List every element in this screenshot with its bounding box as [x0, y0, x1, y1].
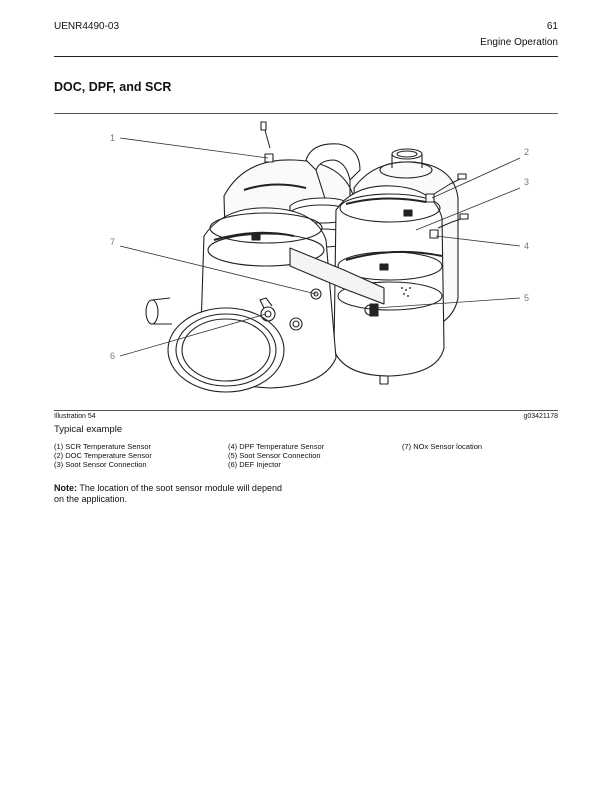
legend-column-3 — [402, 442, 482, 451]
legend-column-1 — [54, 442, 152, 469]
legend-item: (5) Soot Sensor Connection — [228, 451, 321, 460]
illustration-code: g03421178 — [523, 413, 558, 420]
header-divider — [54, 56, 558, 57]
callout-6: 6 — [110, 351, 116, 361]
page-number: 61 — [546, 21, 558, 32]
section-title: DOC, DPF, and SCR — [54, 80, 172, 94]
note-text: The location of the soot sensor module will depend on the application. — [54, 483, 282, 504]
legend-item: (7) NOx Sensor location — [402, 442, 483, 451]
illustration-caption: Typical example — [54, 424, 123, 435]
legend-item: (2) DOC Temperature Sensor — [54, 451, 152, 460]
callout-1: 1 — [110, 133, 116, 143]
callout-7: 7 — [110, 237, 116, 247]
legend-item: (3) Soot Sensor Connection — [54, 460, 147, 469]
section-divider — [54, 113, 558, 114]
legend-column-2 — [228, 442, 324, 469]
document-id: UENR4490-03 — [54, 21, 120, 32]
chapter-title: Engine Operation — [480, 37, 558, 48]
callout-3: 3 — [524, 177, 530, 187]
note-label: Note: — [54, 483, 77, 493]
illustration-label: Illustration 54 — [54, 413, 96, 420]
legend-item: (1) SCR Temperature Sensor — [54, 442, 151, 451]
callout-5: 5 — [524, 293, 530, 303]
legend-item: (4) DPF Temperature Sensor — [228, 442, 325, 451]
legend-item: (6) DEF Injector — [228, 460, 281, 469]
note-paragraph — [54, 483, 294, 505]
callout-2: 2 — [524, 147, 530, 157]
aftertreatment-illustration — [54, 118, 558, 408]
callout-4: 4 — [524, 241, 530, 251]
illustration-divider — [54, 410, 558, 411]
